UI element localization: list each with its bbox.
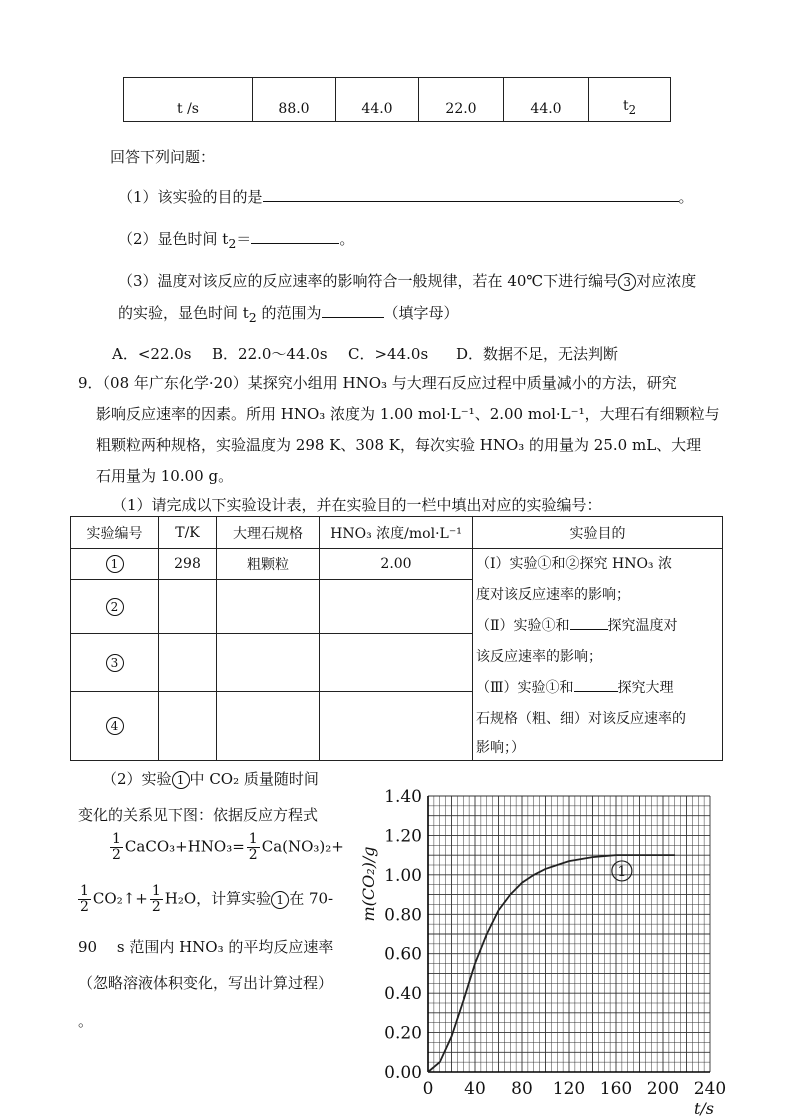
top-table-cell [589,78,671,122]
answer-intro: 回答下列问题： [110,148,216,166]
t2-symbol: t [622,98,629,115]
choice-d: D．数据不足，无法判断 [456,345,619,363]
question-3-line-2 [118,302,459,325]
choice-c: C．>44.0s [348,345,429,363]
circled-number: 2 [106,598,124,616]
purpose-line-5-b: 探究大理 [617,680,674,696]
question-1-blank[interactable] [263,187,679,202]
fraction-half [78,884,91,915]
choice-b: B．22.0～44.0s [212,345,328,363]
problem-9-line-3: 粗颗粒两种规格，实验温度为 298 K、308 K，每次实验 HNO₃ 的用量为 25.0 mL、大理 [96,436,702,454]
part-2-line-1 [102,768,319,789]
purpose-line-2: 度对该反应速率的影响； [476,587,630,603]
question-1-end: 。 [678,188,694,206]
exp-id-cell [71,634,159,692]
fraction-denominator: 2 [112,847,121,863]
question-2-blank[interactable] [251,229,339,244]
y-tick-label: 1.00 [384,865,422,886]
temp-input-cell[interactable] [159,692,217,761]
top-table-cell: 44.0 [336,78,419,122]
x-tick-label: 240 [693,1079,727,1099]
question-3-text-c: 的实验，显色时间 t [118,304,249,322]
choice-a: A．<22.0s [112,345,192,363]
purpose-line-5 [476,673,674,704]
x-tick-label: 200 [646,1079,680,1099]
circled-number: 4 [106,717,124,735]
equation-part-e: 在 70- [289,889,334,908]
y-tick-label: 0.00 [384,1063,422,1083]
problem-9-line-4: 石用量为 10.00 g。 [96,467,234,485]
purpose-line-7: 影响；） [476,740,525,756]
t2-subscript: 2 [628,103,637,117]
purpose-line-6: 石规格（粗、细）对该反应速率的 [476,711,686,727]
circled-number: 1 [172,771,190,789]
x-tick-label: 80 [511,1079,533,1099]
exp-id-cell [71,692,159,761]
marble-cell: 粗颗粒 [217,549,320,580]
part-2-text-a: （2）实验 [102,770,172,788]
header-purpose: 实验目的 [473,517,723,549]
exp-id-cell [71,549,159,580]
marble-input-cell[interactable] [217,692,320,761]
concentration-cell: 2.00 [320,549,473,580]
question-2-end: 。 [339,230,355,248]
marble-input-cell[interactable] [217,580,320,634]
fraction-numerator: 1 [112,831,121,847]
purpose-line-3-b: 探究温度对 [607,618,678,634]
header-exp-id: 实验编号 [71,517,159,549]
question-3-text-a: （3）温度对该反应的反应速率的影响符合一般规律，若在 40℃下进行编号 [118,272,619,290]
fraction-numerator: 1 [80,883,89,899]
circled-number: 3 [106,654,124,672]
part-2-line-6: （忽略溶液体积变化，写出计算过程） [78,974,334,992]
y-tick-label: 0.20 [384,1023,422,1044]
fraction-numerator: 1 [248,831,258,847]
question-1 [118,186,694,207]
top-table-label: t /s [124,78,253,122]
question-2 [118,228,354,251]
co2-mass-chart [356,780,736,1120]
temp-input-cell[interactable] [159,580,217,634]
question-2-eq: ＝ [236,230,252,248]
x-tick-label: 160 [599,1079,633,1099]
question-3-text-d: 的范围为 [256,304,322,322]
purpose-line-3-a: （Ⅱ）实验①和 [476,618,570,634]
y-tick-label: 1.20 [384,826,422,847]
question-2-sub: 2 [228,236,237,251]
question-1-text: （1）该实验的目的是 [118,188,263,206]
y-tick-label: 1.40 [384,787,422,807]
question-3-sub: 2 [248,310,257,325]
part-2-line-2: 变化的关系见下图：依据反应方程式 [78,806,319,824]
fraction-numerator: 1 [151,883,161,899]
exp-id-cell [71,580,159,634]
fraction-half [110,832,123,863]
temp-cell: 298 [159,549,217,580]
temp-input-cell[interactable] [159,634,217,692]
top-table [123,77,671,122]
x-tick-label: 0 [422,1079,434,1099]
fraction-denominator: 2 [248,847,258,863]
question-3-text-b: 对应浓度 [636,272,697,290]
concentration-input-cell[interactable] [320,634,473,692]
problem-9-line-2: 影响反应速率的因素。所用 HNO₃ 浓度为 1.00 mol·L⁻¹、2.00 mol·L⁻¹，大理石有细颗粒与 [96,405,720,423]
header-temp: T/K [159,517,217,549]
fraction-denominator: 2 [151,899,161,915]
part-2-line-5: 90 s 范围内 HNO₃ 的平均反应速率 [78,938,334,956]
concentration-input-cell[interactable] [320,580,473,634]
fraction-half [150,884,163,915]
problem-9-line-1: 9．（08 年广东化学·20）某探究小组用 HNO₃ 与大理石反应过程中质量减小的方法，研究 [78,374,677,392]
equation-line-2 [76,884,333,915]
marble-input-cell[interactable] [217,634,320,692]
header-marble: 大理石规格 [217,517,320,549]
part-2-line-7: 。 [78,1012,94,1030]
circled-number: 1 [271,891,289,909]
equation-line-1 [108,832,344,863]
question-3-blank[interactable] [322,303,384,318]
circled-number: 3 [618,273,636,291]
part-2-text-b: 中 CO₂ 质量随时间 [189,770,319,788]
curve-label: 1 [617,863,627,880]
question-2-text: （2）显色时间 t [118,230,229,248]
top-table-cell: 88.0 [253,78,336,122]
purpose-blank-2[interactable] [570,615,608,630]
circled-number: 1 [106,555,124,573]
x-axis-label: t/s [693,1099,715,1118]
fraction-half [247,832,260,863]
purpose-line-1: （Ⅰ）实验①和②探究 HNO₃ 浓 [476,556,672,572]
y-tick-label: 0.40 [384,984,422,1005]
question-3-text-e: （填字母） [383,304,459,322]
top-table-cell: 44.0 [504,78,589,122]
equation-part-d: H₂O，计算实验 [164,889,272,908]
equation-part-b: Ca(NO₃)₂+ [261,837,344,856]
purpose-blank-3[interactable] [574,677,618,692]
purpose-line-5-a: （Ⅲ）实验①和 [476,680,574,696]
equation-part-c: CO₂↑+ [92,889,148,908]
y-tick-label: 0.80 [384,905,422,926]
equation-part-a: CaCO₃+HNO₃= [124,837,245,856]
x-tick-label: 120 [552,1079,586,1099]
y-tick-label: 0.60 [384,944,422,965]
x-tick-label: 40 [464,1079,486,1099]
y-axis-label: m(CO₂)/g [359,846,378,922]
question-3-line-1 [118,270,696,291]
top-table-cell: 22.0 [419,78,504,122]
purpose-line-4: 该反应速率的影响； [476,649,602,665]
fraction-denominator: 2 [80,899,89,915]
header-concentration: HNO₃ 浓度/mol·L⁻¹ [320,517,473,549]
concentration-input-cell[interactable] [320,692,473,761]
purpose-line-3 [476,611,678,642]
problem-9-sub-1: （1）请完成以下实验设计表，并在实验目的一栏中填出对应的实验编号： [112,496,602,514]
